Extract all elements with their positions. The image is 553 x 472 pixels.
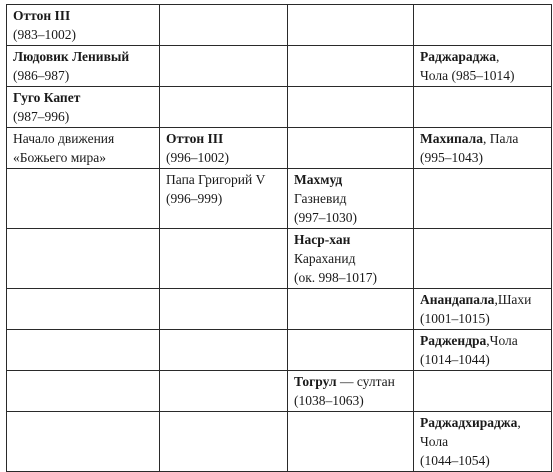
empty-table-cell — [160, 371, 288, 412]
chronology-table — [6, 4, 552, 472]
table-row — [7, 289, 552, 330]
table-cell — [7, 5, 160, 46]
ruler-name: Махипала — [420, 131, 483, 146]
cell-text: (986–987) — [13, 68, 70, 83]
table-row — [7, 128, 552, 169]
cell-line — [420, 148, 545, 167]
ruler-name: Анандапала — [420, 292, 495, 307]
cell-line — [294, 391, 407, 410]
cell-line — [166, 170, 281, 189]
cell-text: Чола — [420, 434, 449, 449]
cell-text: , Пала — [483, 131, 519, 146]
empty-table-cell — [414, 229, 552, 289]
table-cell — [288, 169, 414, 229]
empty-table-cell — [288, 5, 414, 46]
ruler-name: Гуго Капет — [13, 90, 81, 105]
empty-table-cell — [7, 229, 160, 289]
table-cell — [7, 128, 160, 169]
table-row — [7, 46, 552, 87]
ruler-name: Раджараджа — [420, 49, 496, 64]
empty-table-cell — [7, 412, 160, 472]
cell-line — [420, 350, 545, 369]
empty-table-cell — [160, 87, 288, 128]
cell-text: Газневид — [294, 191, 347, 206]
empty-table-cell — [288, 289, 414, 330]
empty-table-cell — [7, 169, 160, 229]
table-cell — [160, 169, 288, 229]
cell-line — [420, 129, 545, 148]
cell-text: , — [496, 49, 500, 64]
cell-text: (987–996) — [13, 109, 70, 124]
empty-table-cell — [288, 128, 414, 169]
cell-text: ,Шахи — [494, 292, 532, 307]
ruler-name: Людовик Ленивый — [13, 49, 130, 64]
cell-line — [294, 170, 407, 189]
table-cell — [288, 229, 414, 289]
table-cell — [414, 289, 552, 330]
table-cell — [160, 128, 288, 169]
cell-line — [294, 230, 407, 249]
cell-line — [294, 372, 407, 391]
cell-line — [420, 451, 545, 470]
cell-text: (983–1002) — [13, 27, 76, 42]
table-cell — [7, 87, 160, 128]
empty-table-cell — [288, 87, 414, 128]
empty-table-cell — [160, 289, 288, 330]
cell-line — [13, 129, 153, 148]
cell-line — [420, 66, 545, 85]
table-row — [7, 5, 552, 46]
cell-text: Чола (985–1014) — [420, 68, 515, 83]
cell-line — [420, 413, 545, 432]
empty-table-cell — [288, 330, 414, 371]
cell-line — [420, 331, 545, 350]
cell-line — [13, 107, 153, 126]
table-cell — [288, 371, 414, 412]
table-cell — [414, 412, 552, 472]
cell-text: (996–999) — [166, 191, 223, 206]
ruler-name: Тогрул — [294, 374, 337, 389]
ruler-name: Оттон III — [13, 8, 71, 23]
cell-text: ,Чола — [486, 333, 518, 348]
cell-text: «Божьего мира» — [13, 150, 106, 165]
empty-table-cell — [160, 46, 288, 87]
chronology-table-body — [7, 5, 552, 472]
ruler-name: Раджендра — [420, 333, 487, 348]
table-row — [7, 371, 552, 412]
table-row — [7, 229, 552, 289]
cell-line — [166, 129, 281, 148]
cell-text: Начало движения — [13, 131, 115, 146]
cell-line — [13, 6, 153, 25]
cell-text: , — [517, 415, 521, 430]
table-cell — [414, 128, 552, 169]
cell-line — [294, 208, 407, 227]
cell-text: (1044–1054) — [420, 453, 490, 468]
empty-table-cell — [160, 330, 288, 371]
cell-line — [166, 189, 281, 208]
cell-line — [13, 148, 153, 167]
empty-table-cell — [7, 330, 160, 371]
table-cell — [414, 330, 552, 371]
table-row — [7, 330, 552, 371]
cell-text: Папа Григорий V — [166, 172, 266, 187]
table-row — [7, 87, 552, 128]
cell-line — [13, 47, 153, 66]
cell-line — [420, 432, 545, 451]
ruler-name: Наср-хан — [294, 232, 351, 247]
ruler-name: Раджадхираджа — [420, 415, 518, 430]
cell-line — [13, 66, 153, 85]
cell-line — [13, 25, 153, 44]
cell-line — [166, 148, 281, 167]
cell-line — [294, 249, 407, 268]
empty-table-cell — [288, 46, 414, 87]
cell-text: (995–1043) — [420, 150, 483, 165]
cell-line — [420, 309, 545, 328]
empty-table-cell — [7, 289, 160, 330]
cell-text: (1038–1063) — [294, 393, 364, 408]
empty-table-cell — [288, 412, 414, 472]
cell-text: — султан — [336, 374, 395, 389]
empty-table-cell — [7, 371, 160, 412]
table-row — [7, 412, 552, 472]
ruler-name: Оттон III — [166, 131, 224, 146]
empty-table-cell — [414, 87, 552, 128]
empty-table-cell — [414, 371, 552, 412]
cell-text: (997–1030) — [294, 210, 357, 225]
table-cell — [414, 46, 552, 87]
ruler-name: Махмуд — [294, 172, 343, 187]
table-cell — [7, 46, 160, 87]
cell-text: (1001–1015) — [420, 311, 490, 326]
cell-line — [420, 47, 545, 66]
cell-text: (1014–1044) — [420, 352, 490, 367]
empty-table-cell — [160, 412, 288, 472]
empty-table-cell — [414, 169, 552, 229]
cell-line — [13, 88, 153, 107]
cell-text: (ок. 998–1017) — [294, 270, 378, 285]
cell-line — [294, 268, 407, 287]
empty-table-cell — [160, 229, 288, 289]
empty-table-cell — [160, 5, 288, 46]
cell-line — [420, 290, 545, 309]
empty-table-cell — [414, 5, 552, 46]
cell-text: (996–1002) — [166, 150, 229, 165]
table-row — [7, 169, 552, 229]
cell-line — [294, 189, 407, 208]
cell-text: Караханид — [294, 251, 356, 266]
